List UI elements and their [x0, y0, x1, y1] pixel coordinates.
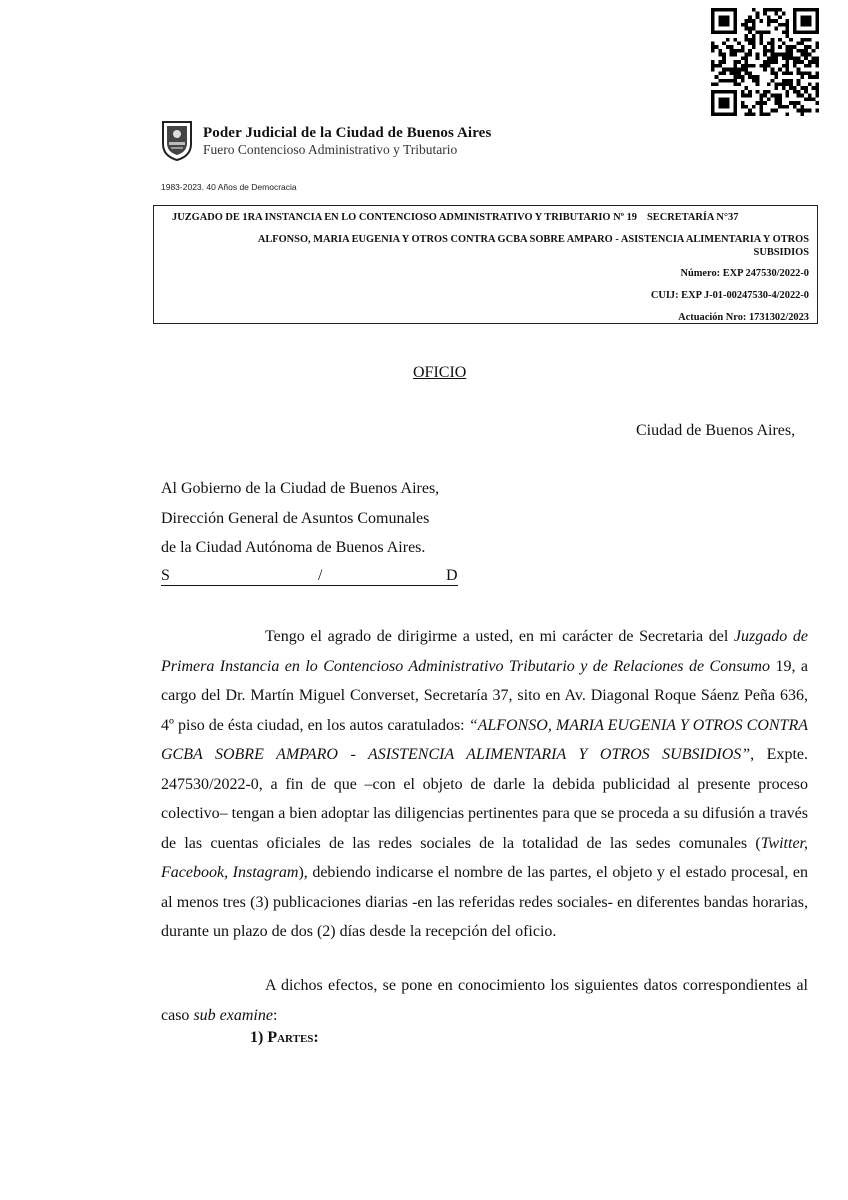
addressee-line: de la Ciudad Autónoma de Buenos Aires.: [161, 539, 426, 556]
case-number: Número: EXP 247530/2022-0: [680, 268, 809, 279]
sd-d: D: [446, 567, 458, 584]
court-line: [172, 212, 809, 223]
sd-slash: /: [318, 567, 323, 584]
para-text: , Expte. 247530/2022-0, a fin de que –con el objeto de darle la debida publicidad al presente proceso colectivo– tengan a bien adoptar las diligencias pertinentes para que se proceda a su difusión a través de las cuentas oficiales de las redes sociales de la totalidad de las sedes comunales (: [161, 746, 808, 852]
case-actuacion: Actuación Nro: 1731302/2023: [678, 312, 809, 323]
city-date-line: Ciudad de Buenos Aires,: [636, 422, 796, 439]
case-title-italic: “ALFONSO, MARIA EUGENIA Y OTROS CONTRA GCBA SOBRE AMPARO - ASISTENCIA ALIMENTARIA Y OTROS SUBSIDIOS”: [161, 716, 808, 763]
addressee-line: Al Gobierno de la Ciudad de Buenos Aires,: [161, 480, 440, 497]
para-text: Tengo el agrado de dirigirme a usted, en mi carácter de Secretaria del: [265, 628, 734, 645]
case-parties-line1: ALFONSO, MARIA EUGENIA Y OTROS CONTRA GCBA SOBRE AMPARO - ASISTENCIA ALIMENTARIA Y OTROS: [257, 234, 809, 245]
judicial-seal-logo: [160, 118, 194, 162]
social-networks-italic: Twitter, Facebook, Instagram: [161, 834, 808, 881]
section-label: Partes:: [267, 1029, 319, 1046]
section-number: 1): [250, 1029, 268, 1046]
case-parties-line2: SUBSIDIOS: [753, 247, 809, 258]
sub-examine-italic: sub examine: [193, 1006, 273, 1024]
body-paragraph: [161, 971, 808, 1030]
sd-s: S: [161, 567, 170, 584]
sd-underline: [161, 585, 458, 586]
document-title: OFICIO: [413, 364, 467, 381]
para-text: A dichos efectos, se pone en conocimiento los siguientes datos correspondientes al caso: [161, 977, 808, 1024]
para-text: ), debiendo indicarse el nombre de las partes, el objeto y el estado procesal, en al menos tres (3) publicaciones diarias -en las referidas redes sociales- en diferentes bandas horarias, durante un plazo de dos (2) días desde la recepción del oficio.: [161, 864, 809, 940]
court-name-italic: Juzgado de Primera Instancia en lo Contencioso Administrativo Tributario y de Relaciones de Consumo: [161, 628, 808, 675]
body-paragraph: [161, 622, 808, 947]
para-text: 19, a cargo del Dr. Martín Miguel Converset, Secretaría 37, sito en Av. Diagonal Roque Sáenz Peña 636, 4º piso de ésta ciudad, en los autos caratulados:: [161, 657, 808, 734]
para-text: :: [272, 1006, 278, 1024]
case-cuij: CUIJ: EXP J-01-00247530-4/2022-0: [650, 290, 809, 301]
case-info-box: [153, 205, 818, 324]
sd-salutation: [161, 567, 458, 587]
court-name: JUZGADO DE 1RA INSTANCIA EN LO CONTENCIOSO ADMINISTRATIVO Y TRIBUTARIO Nº 19: [172, 212, 638, 223]
motto: 1983-2023. 40 Años de Democracia: [161, 182, 297, 192]
section-heading: [250, 1029, 319, 1047]
institution-name: Poder Judicial de la Ciudad de Buenos Aires: [203, 125, 492, 141]
secretary: SECRETARÍA N°37: [647, 212, 739, 223]
addressee-line: Dirección General de Asuntos Comunales: [161, 510, 430, 527]
institution-division: Fuero Contencioso Administrativo y Tributario: [203, 142, 458, 157]
qr-code: [711, 8, 819, 116]
